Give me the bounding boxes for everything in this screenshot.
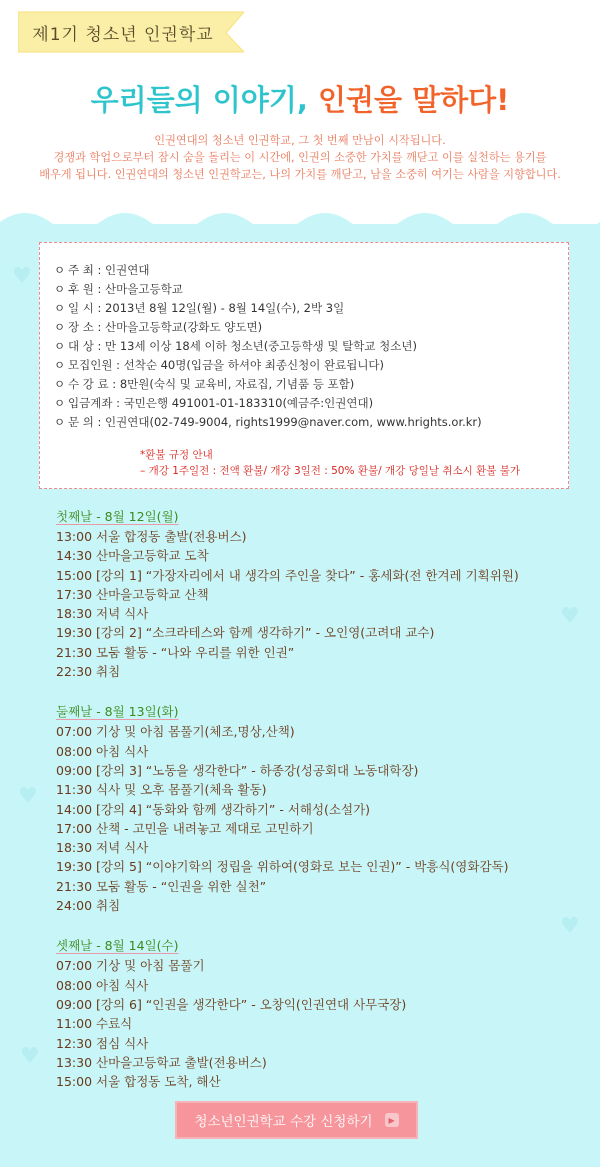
info-row-capacity: ㅇ 모집인원 : 선착순 40명(입금을 하셔야 최종신청이 완료됩니다) — [54, 356, 564, 375]
list-item: 13:30 산마을고등학교 출발(전용버스) — [56, 1054, 267, 1070]
circle-bullet-icon: ㅇ — [54, 377, 66, 391]
apply-button-label: 청소년인권학교 수강 신청하기 — [194, 1114, 373, 1130]
list-item: 24:00 취침 — [56, 898, 121, 914]
circle-bullet-icon: ㅇ — [54, 396, 66, 410]
list-item: 19:30 [강의 5] “이야기학의 정립을 위하여(영화로 보는 인권)” - 박흥식(영화감독) — [56, 859, 509, 875]
schedule-day-3 — [56, 936, 586, 1091]
page-headline — [0, 78, 600, 119]
info-row-fee: ㅇ 수 강 료 : 8만원(숙식 및 교육비, 자료집, 기념품 등 포함) — [54, 375, 564, 394]
info-row-target: ㅇ 대 상 : 만 13세 이상 18세 이하 청소년(중고등학생 및 탈학교 청소년) — [54, 337, 564, 356]
refund-body: – 개강 1주일전 : 전액 환불/ 개강 3일전 : 50% 환불/ 개강 당일날 취소시 환불 불가 — [140, 465, 521, 477]
circle-bullet-icon: ㅇ — [54, 282, 66, 296]
list-item: 12:30 점심 식사 — [56, 1035, 149, 1051]
heart-icon: ♥ — [20, 1044, 40, 1069]
list-item: 18:30 저녁 식사 — [56, 606, 149, 622]
heart-icon: ♥ — [12, 264, 32, 289]
list-item: 21:30 모둠 활동 - “나와 우리를 위한 인권” — [56, 644, 295, 660]
list-item: 08:00 아침 식사 — [56, 743, 149, 759]
wave-divider — [0, 198, 600, 238]
list-item: 13:00 서울 합정동 출발(전용버스) — [56, 529, 247, 544]
info-row-account: ㅇ 입금계좌 : 국민은행 491001-01-183310(예금주:인권연대) — [54, 394, 564, 413]
info-box — [39, 242, 569, 489]
list-item: 09:00 [강의 3] “노동을 생각한다” - 하종강(성공회대 노동대학장) — [56, 762, 419, 778]
day-title: 셋째날 - 8월 14일(수) — [56, 938, 179, 954]
list-item: 07:00 기상 및 아침 몸풀기 — [56, 958, 205, 974]
circle-bullet-icon: ㅇ — [54, 358, 66, 372]
day-title: 둘째날 - 8월 13일(화) — [56, 704, 179, 720]
circle-bullet-icon: ㅇ — [54, 415, 66, 429]
ribbon-label: 제1기 청소년 인권학교 — [32, 24, 214, 45]
day-title: 첫째날 - 8월 12일(월) — [56, 509, 179, 524]
list-item: 15:00 서울 합정동 도착, 해산 — [56, 1074, 221, 1090]
info-row-place: ㅇ 장 소 : 산마을고등학교(강화도 양도면) — [54, 318, 564, 337]
list-item: 14:30 산마을고등학교 도착 — [56, 548, 209, 564]
list-item: 21:30 모둠 활동 - “인권을 위한 실천” — [56, 878, 267, 894]
list-item: 09:00 [강의 6] “인권을 생각한다” - 오창익(인권연대 사무국장) — [56, 996, 407, 1012]
intro-line: 배우게 됩니다. 인권연대의 청소년 인권학교는, 나의 가치를 깨닫고, 남을 소중히 여기는 사람을 지향합니다. — [39, 168, 561, 181]
list-item: 14:00 [강의 4] “동화와 함께 생각하기” - 서해성(소설가) — [56, 801, 371, 817]
info-row-contact: ㅇ 문 의 : 인권연대(02-749-9004, rights1999@naver.com, www.hrights.or.kr) — [54, 413, 564, 432]
info-row-host: ㅇ 주 최 : 인권연대 — [54, 261, 564, 280]
schedule-day-2 — [56, 702, 586, 915]
list-item: 18:30 저녁 식사 — [56, 840, 149, 856]
circle-bullet-icon: ㅇ — [54, 339, 66, 353]
intro-text — [10, 132, 590, 183]
intro-line: 인권연대의 청소년 인권학교, 그 첫 번째 만남이 시작됩니다. — [154, 134, 446, 147]
header-area — [0, 0, 600, 230]
list-item: 11:30 식사 및 오후 몸풀기(체육 활동) — [56, 782, 267, 798]
apply-button[interactable] — [175, 1101, 418, 1139]
circle-bullet-icon: ㅇ — [54, 263, 66, 277]
info-list — [54, 261, 564, 432]
headline-part-1: 우리들의 이야기, — [90, 83, 318, 117]
intro-line: 경쟁과 학업으로부터 잠시 숨을 돌리는 이 시간에, 인권의 소중한 가치를 깨닫고 이를 실천하는 용기를 — [53, 151, 547, 164]
list-item: 11:00 수료식 — [56, 1016, 133, 1032]
schedule-day-1 — [56, 507, 586, 681]
heart-icon: ♥ — [18, 784, 38, 809]
heart-icon: ♥ — [560, 604, 580, 629]
triangle-right-icon: ▶ — [385, 1113, 399, 1127]
title-ribbon — [18, 10, 244, 54]
list-item: 19:30 [강의 2] “소크라테스와 함께 생각하기” - 오인영(고려대 교수) — [56, 625, 435, 641]
info-row-date: ㅇ 일 시 : 2013년 8월 12일(월) - 8월 14일(수), 2박 3일 — [54, 299, 564, 318]
info-row-sponsor: ㅇ 후 원 : 산마을고등학교 — [54, 280, 564, 299]
list-item: 07:00 기상 및 아침 몸풀기(체조,명상,산책) — [56, 724, 295, 740]
schedule — [56, 507, 586, 1112]
list-item: 17:30 산마을고등학교 산책 — [56, 586, 209, 602]
headline-part-2: 인권을 말하다! — [317, 83, 510, 117]
circle-bullet-icon: ㅇ — [54, 320, 66, 334]
list-item: 15:00 [강의 1] “가장자리에서 내 생각의 주인을 찾다” - 홍세화(전 한겨레 기획위원) — [56, 567, 519, 583]
circle-bullet-icon: ㅇ — [54, 301, 66, 315]
heart-icon: ♥ — [560, 914, 580, 939]
refund-policy — [140, 447, 560, 479]
refund-title: *환불 규정 안내 — [140, 449, 213, 461]
list-item: 17:00 산책 - 고민을 내려놓고 제대로 고민하기 — [56, 820, 314, 836]
list-item: 22:30 취침 — [56, 664, 121, 680]
list-item: 08:00 아침 식사 — [56, 977, 149, 993]
